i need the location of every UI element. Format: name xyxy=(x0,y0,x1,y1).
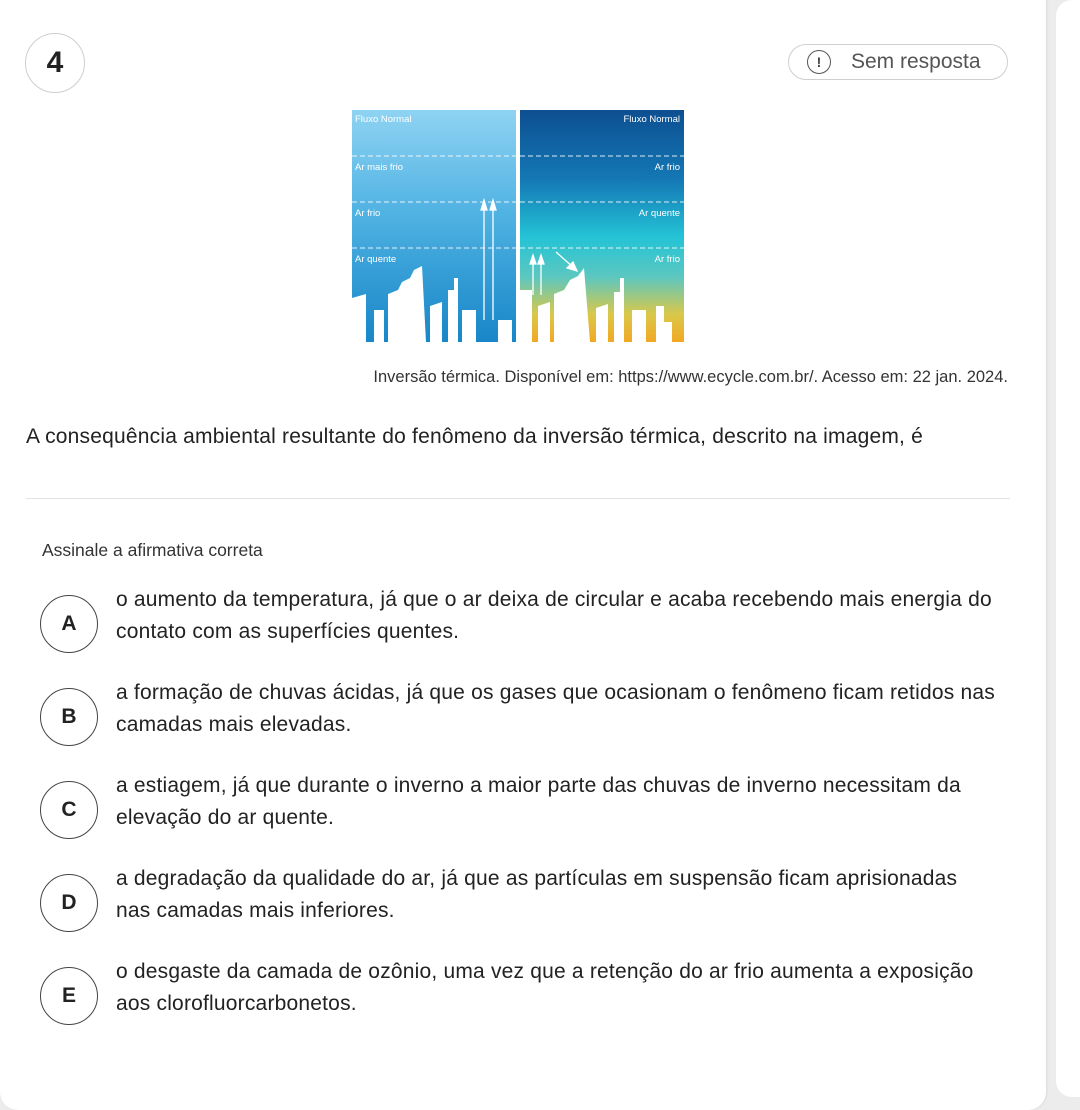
left-label-0: Fluxo Normal xyxy=(355,114,412,125)
right-label-3: Ar frio xyxy=(654,254,680,265)
instruction-text: Assinale a afirmativa correta xyxy=(42,540,263,560)
option-text-b[interactable]: a formação de chuvas ácidas, já que os gases que ocasionam o fenômeno ficam retidos nas camadas mais elevadas. xyxy=(116,681,995,736)
left-label-2: Ar frio xyxy=(355,208,381,219)
right-label-2: Ar quente xyxy=(638,208,680,219)
figure-caption: Inversão térmica. Disponível em: https://www.ecycle.com.br/. Acesso em: 22 jan. 2024. xyxy=(373,368,1008,386)
option-letter-c[interactable]: C xyxy=(40,781,98,839)
option-text-a[interactable]: o aumento da temperatura, já que o ar deixa de circular e acaba recebendo mais energia do contato com as superfícies quentes. xyxy=(116,588,992,643)
option-letter-d[interactable]: D xyxy=(40,874,98,932)
question-text: A consequência ambiental resultante do fenômeno da inversão térmica, descrito na imagem, é xyxy=(26,425,924,448)
divider xyxy=(26,498,1010,499)
option-letter-a[interactable]: A xyxy=(40,595,98,653)
option-letter-b[interactable]: B xyxy=(40,688,98,746)
option-text-d[interactable]: a degradação da qualidade do ar, já que as partículas em suspensão ficam aprisionadas nas camadas mais inferiores. xyxy=(116,867,958,922)
question-number: 4 xyxy=(25,33,85,93)
left-label-1: Ar mais frio xyxy=(355,162,404,173)
option-text-c[interactable]: a estiagem, já que durante o inverno a maior parte das chuvas de inverno necessitam da elevação do ar quente. xyxy=(116,774,961,829)
right-label-0: Fluxo Normal xyxy=(623,114,680,125)
exclamation-circle-icon: ! xyxy=(807,50,831,74)
status-badge xyxy=(788,44,1008,80)
option-text-e[interactable]: o desgaste da camada de ozônio, uma vez que a retenção do ar frio aumenta a exposição aos clorofluorcarbonetos. xyxy=(116,960,974,1015)
side-panel-edge xyxy=(1056,0,1080,1097)
thermal-inversion-figure xyxy=(352,110,684,342)
right-label-1: Ar frio xyxy=(654,162,680,173)
status-label: Sem resposta xyxy=(851,50,981,73)
left-label-3: Ar quente xyxy=(355,254,397,265)
option-letter-e[interactable]: E xyxy=(40,967,98,1025)
